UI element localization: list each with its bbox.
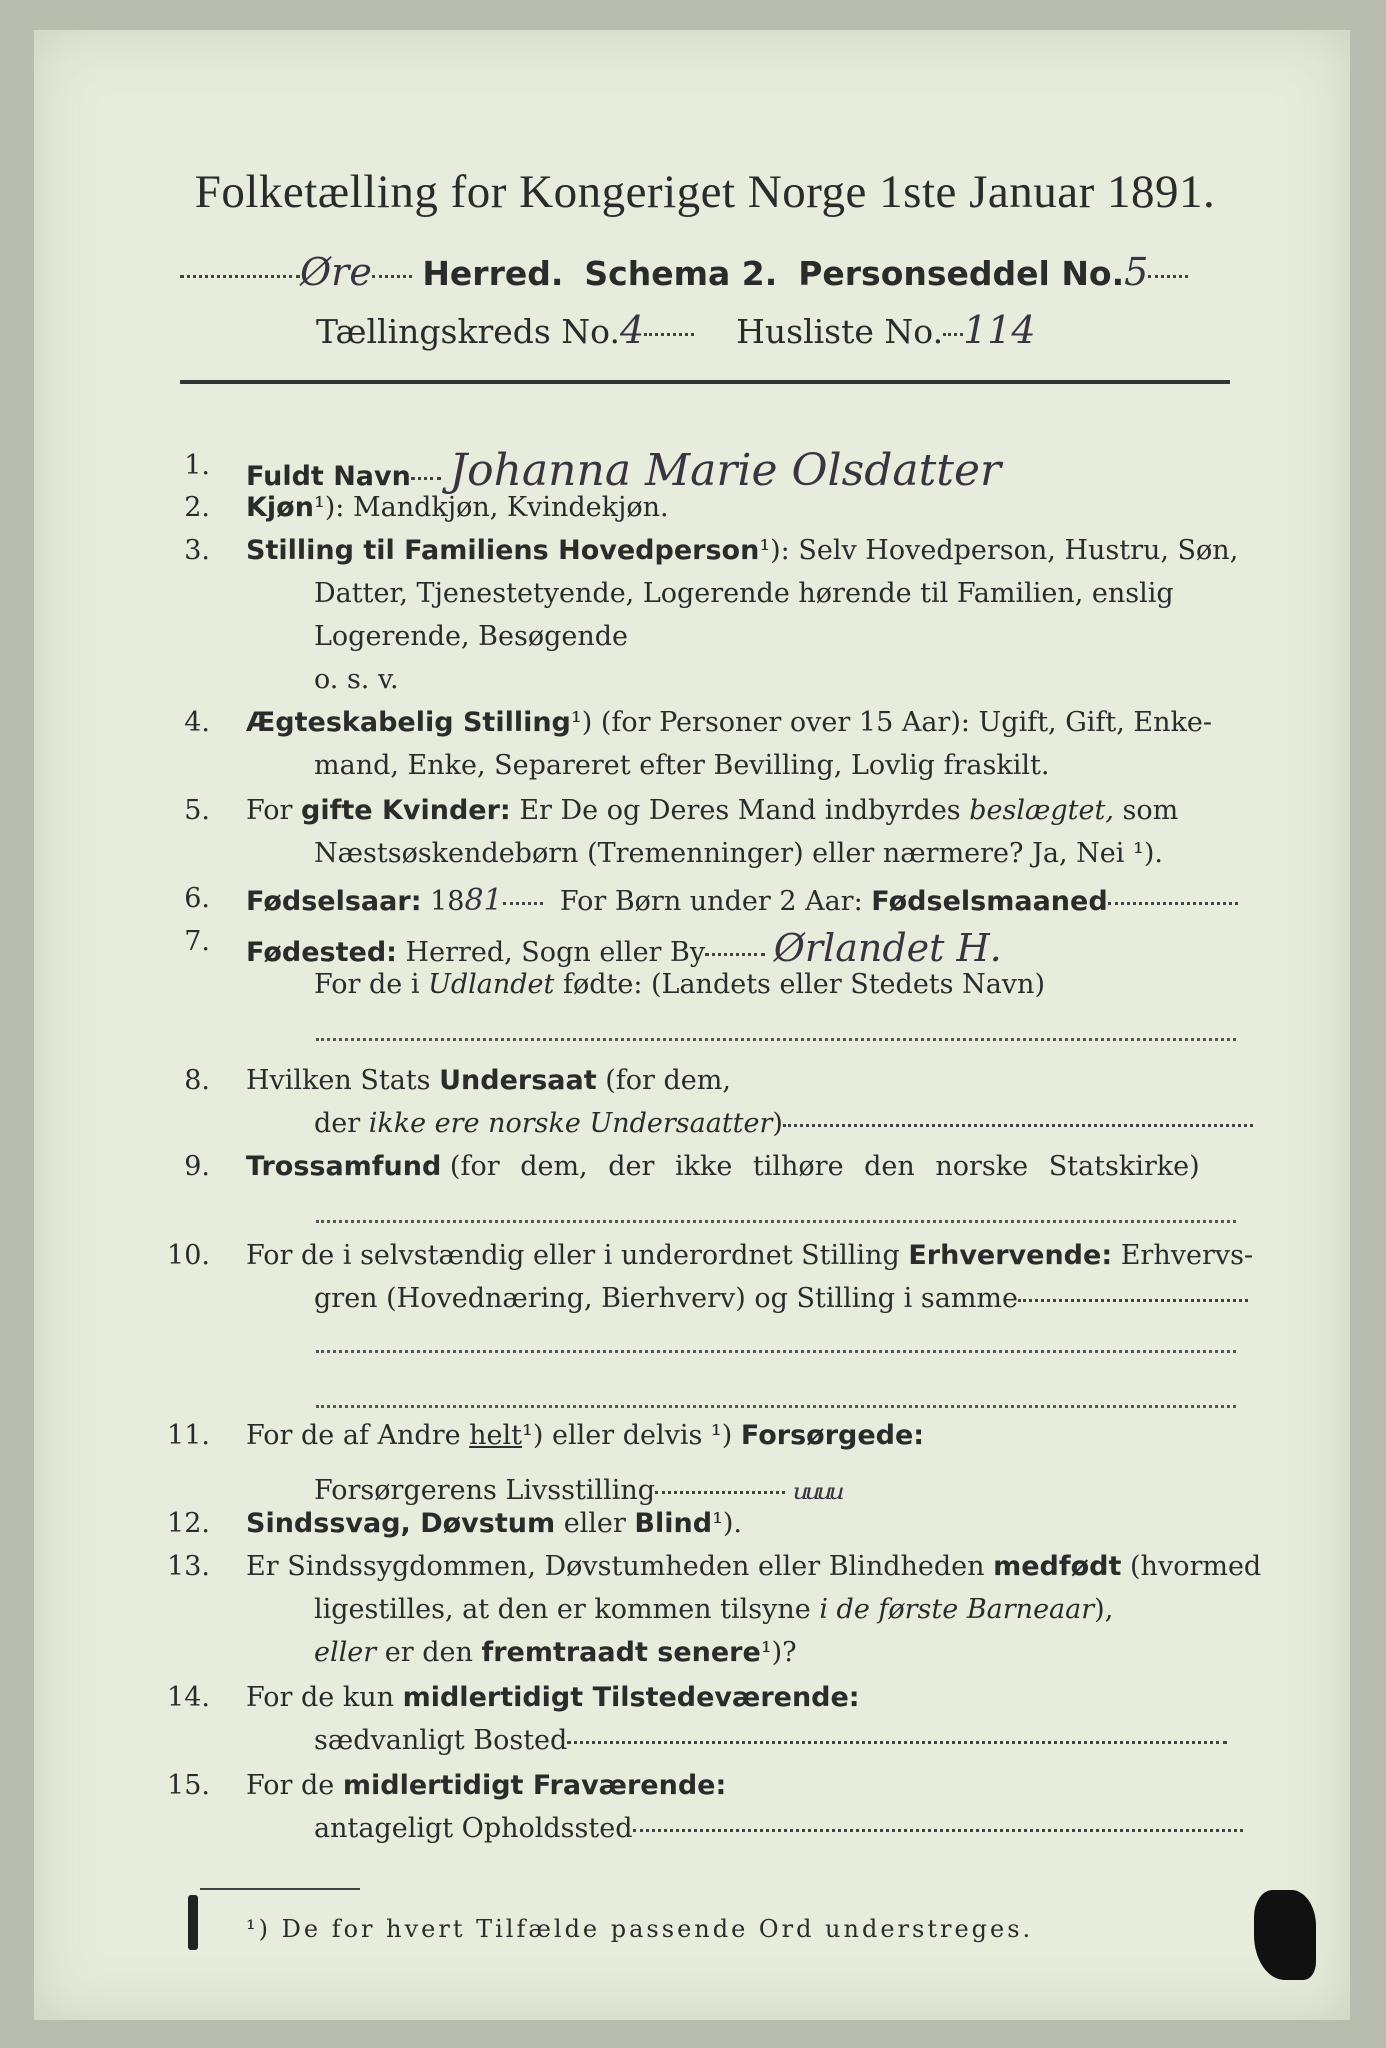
q13-line2a: ligestilles, at den er kommen tilsyne: [314, 1594, 811, 1625]
q14-label: midlertidigt Tilstedeværende:: [402, 1682, 860, 1713]
q5-line1b: beslægtet,: [969, 795, 1114, 826]
q13-line1b: (hvormed: [1130, 1551, 1262, 1582]
q4-row: [246, 707, 1212, 738]
q11-line1b: helt: [469, 1420, 523, 1451]
q12-mid: eller: [563, 1508, 626, 1539]
q9-number: 9.: [184, 1151, 210, 1182]
q14-row: [246, 1682, 860, 1713]
q13-line3c: ¹)?: [760, 1637, 797, 1668]
q7-number: 7.: [184, 926, 210, 957]
q11-line1c: ¹) eller delvis ¹): [522, 1420, 733, 1451]
q12-row: [246, 1508, 742, 1539]
q12-label: Sindssvag, Døvstum: [246, 1508, 556, 1539]
q3-line3: Logerende, Besøgende: [314, 621, 628, 652]
ink-blot: [1254, 1890, 1316, 1980]
q13-line2: [314, 1594, 1113, 1625]
q10-line2-text: gren (Hovednæring, Bierhverv) og Stilling i samme: [314, 1283, 1019, 1314]
q3-row: [246, 535, 1238, 566]
q9-label: Trossamfund: [246, 1151, 442, 1182]
q5-pre: For: [246, 795, 293, 826]
q13-number: 13.: [167, 1551, 210, 1582]
q14-line2-text: sædvanligt Bosted: [314, 1725, 568, 1756]
q10-line1a: For de i selvstændig eller i underordnet Stilling: [246, 1240, 900, 1271]
q8-line2c: ): [772, 1108, 783, 1139]
q11-label: Forsørgede:: [740, 1420, 925, 1451]
q5-row: [246, 795, 1178, 826]
q7-label: Fødested:: [246, 937, 397, 968]
herred-label: Herred.: [422, 254, 564, 293]
q8-line1b: (for dem,: [605, 1065, 731, 1096]
q14-pre: For de kun: [246, 1682, 394, 1713]
q5-number: 5.: [184, 795, 210, 826]
q2-text: ¹): Mandkjøn, Kvindekjøn.: [313, 492, 669, 523]
footnote-rule: [200, 1888, 360, 1890]
q3-line2: Datter, Tjenestetyende, Logerende hørende til Familien, enslig: [314, 578, 1174, 609]
q6-mid: For Børn under 2 Aar:: [559, 886, 863, 917]
q10-line1b: Erhvervs-: [1120, 1240, 1254, 1271]
q5-line1a: Er De og Deres Mand indbyrdes: [519, 795, 961, 826]
header-rule: [180, 380, 1230, 384]
form-title: Folketælling for Kongeriget Norge 1ste Januar 1891.: [194, 166, 1216, 218]
q1-label: Fuldt Navn: [246, 461, 411, 492]
q5-line2: Næstsøskendebørn (Tremenninger) eller nærmere? Ja, Nei ¹).: [314, 838, 1163, 869]
q6-number: 6.: [184, 883, 210, 914]
q6-value: 81: [464, 883, 503, 918]
q13-line3: [314, 1637, 797, 1668]
personseddel-value: 5: [1124, 250, 1149, 294]
ink-mark: [188, 1895, 198, 1950]
q15-pre: For de: [246, 1770, 335, 1801]
q10-number: 10.: [167, 1240, 210, 1271]
q6-label2: Fødselsmaaned: [871, 886, 1108, 917]
q7-line2a: For de i: [314, 969, 420, 1000]
q10-blank-line-2: [316, 1405, 1236, 1408]
q5-line1c: som: [1122, 795, 1179, 826]
q13-line2b: i de første Barneaar: [819, 1594, 1095, 1625]
q12-end: ¹).: [712, 1508, 743, 1539]
herred-value: Øre: [300, 250, 372, 294]
q8-row: [246, 1065, 731, 1096]
q6-row: [246, 883, 1238, 918]
q5-label: gifte Kvinder:: [301, 795, 511, 826]
q3-number: 3.: [184, 535, 210, 566]
q9-text: (for dem, der ikke tilhøre den norske Statskirke): [449, 1151, 1200, 1182]
q13-row: [246, 1551, 1261, 1582]
q13-label2: fremtraadt senere: [481, 1637, 761, 1668]
q7-text: Herred, Sogn eller By: [405, 937, 706, 968]
q15-label: midlertidigt Fraværende:: [342, 1770, 727, 1801]
q4-line2: mand, Enke, Separeret efter Bevilling, Lovlig fraskilt.: [314, 750, 1050, 781]
q4-line1: ¹) (for Personer over 15 Aar): Ugift, Gift, Enke-: [570, 707, 1212, 738]
q9-blank-line: [316, 1220, 1236, 1223]
q15-line2-text: antageligt Opholdssted: [314, 1813, 633, 1844]
q8-line2: [314, 1108, 1253, 1139]
husliste-value: 114: [963, 308, 1036, 352]
q13-line3a: eller: [314, 1637, 377, 1668]
q4-number: 4.: [184, 707, 210, 738]
q10-row: [246, 1240, 1253, 1271]
q11-number: 11.: [167, 1420, 210, 1451]
q12-number: 12.: [167, 1508, 210, 1539]
q13-line3b: er den: [384, 1637, 473, 1668]
q3-line1: ¹): Selv Hovedperson, Hustru, Søn,: [759, 535, 1239, 566]
q7-line2: [314, 969, 1045, 1000]
q7-row: [246, 926, 1002, 970]
q7-line2c: fødte: (Landets eller Stedets Navn): [562, 969, 1045, 1000]
q13-line2c: ),: [1094, 1594, 1114, 1625]
schema-label: Schema 2.: [584, 254, 778, 293]
q14-line2: [314, 1725, 1227, 1756]
herred-line: [180, 250, 1188, 294]
kreds-label: Tællingskreds No.: [316, 312, 620, 351]
q8-line1a: Hvilken Stats: [246, 1065, 431, 1096]
kreds-value: 4: [619, 308, 645, 352]
q1-number: 1.: [184, 450, 210, 481]
q4-label: Ægteskabelig Stilling: [246, 707, 571, 738]
q2-label: Kjøn: [246, 492, 314, 523]
q11-line2-text: Forsørgerens Livsstilling: [314, 1475, 656, 1506]
q15-line2: [314, 1813, 1243, 1844]
q11-line1a: For de af Andre: [246, 1420, 461, 1451]
q8-line2b: ikke ere norske Undersaatter: [368, 1108, 773, 1139]
q1-value: Johanna Marie Olsdatter: [449, 445, 1002, 496]
q1-row: [246, 445, 1001, 496]
q8-label: Undersaat: [439, 1065, 597, 1096]
q15-row: [246, 1770, 726, 1801]
kreds-line: [316, 308, 1036, 352]
q9-row: [246, 1151, 1200, 1182]
q3-label: Stilling til Familiens Hovedperson: [246, 535, 760, 566]
personseddel-label: Personseddel No.: [798, 254, 1125, 293]
q14-number: 14.: [167, 1682, 210, 1713]
q7-line2b: Udlandet: [428, 969, 555, 1000]
q11-row: [246, 1420, 924, 1451]
q6-prefix: 18: [430, 886, 465, 917]
q7-blank-line: [316, 1038, 1236, 1041]
q8-line2a: der: [314, 1108, 361, 1139]
q2-row: [246, 492, 669, 523]
q11-line2: [314, 1463, 841, 1509]
q13-label: medfødt: [993, 1551, 1122, 1582]
q8-number: 8.: [184, 1065, 210, 1096]
q15-number: 15.: [167, 1770, 210, 1801]
q2-number: 2.: [184, 492, 210, 523]
q10-label: Erhvervende:: [908, 1240, 1113, 1271]
q3-line4: o. s. v.: [314, 664, 399, 695]
husliste-label: Husliste No.: [736, 312, 944, 351]
q10-line2: [314, 1283, 1248, 1314]
q7-value: Ørlandet H.: [773, 926, 1002, 970]
q12-label2: Blind: [634, 1508, 713, 1539]
q10-blank-line-1: [316, 1350, 1236, 1353]
q11-value: ᵤᵤᵤᵤ: [793, 1463, 842, 1509]
q6-label: Fødselsaar:: [246, 886, 422, 917]
footnote: ¹) De for hvert Tilfælde passende Ord understreges.: [246, 1915, 1034, 1943]
q13-line1a: Er Sindssygdommen, Døvstumheden eller Blindheden: [246, 1551, 985, 1582]
